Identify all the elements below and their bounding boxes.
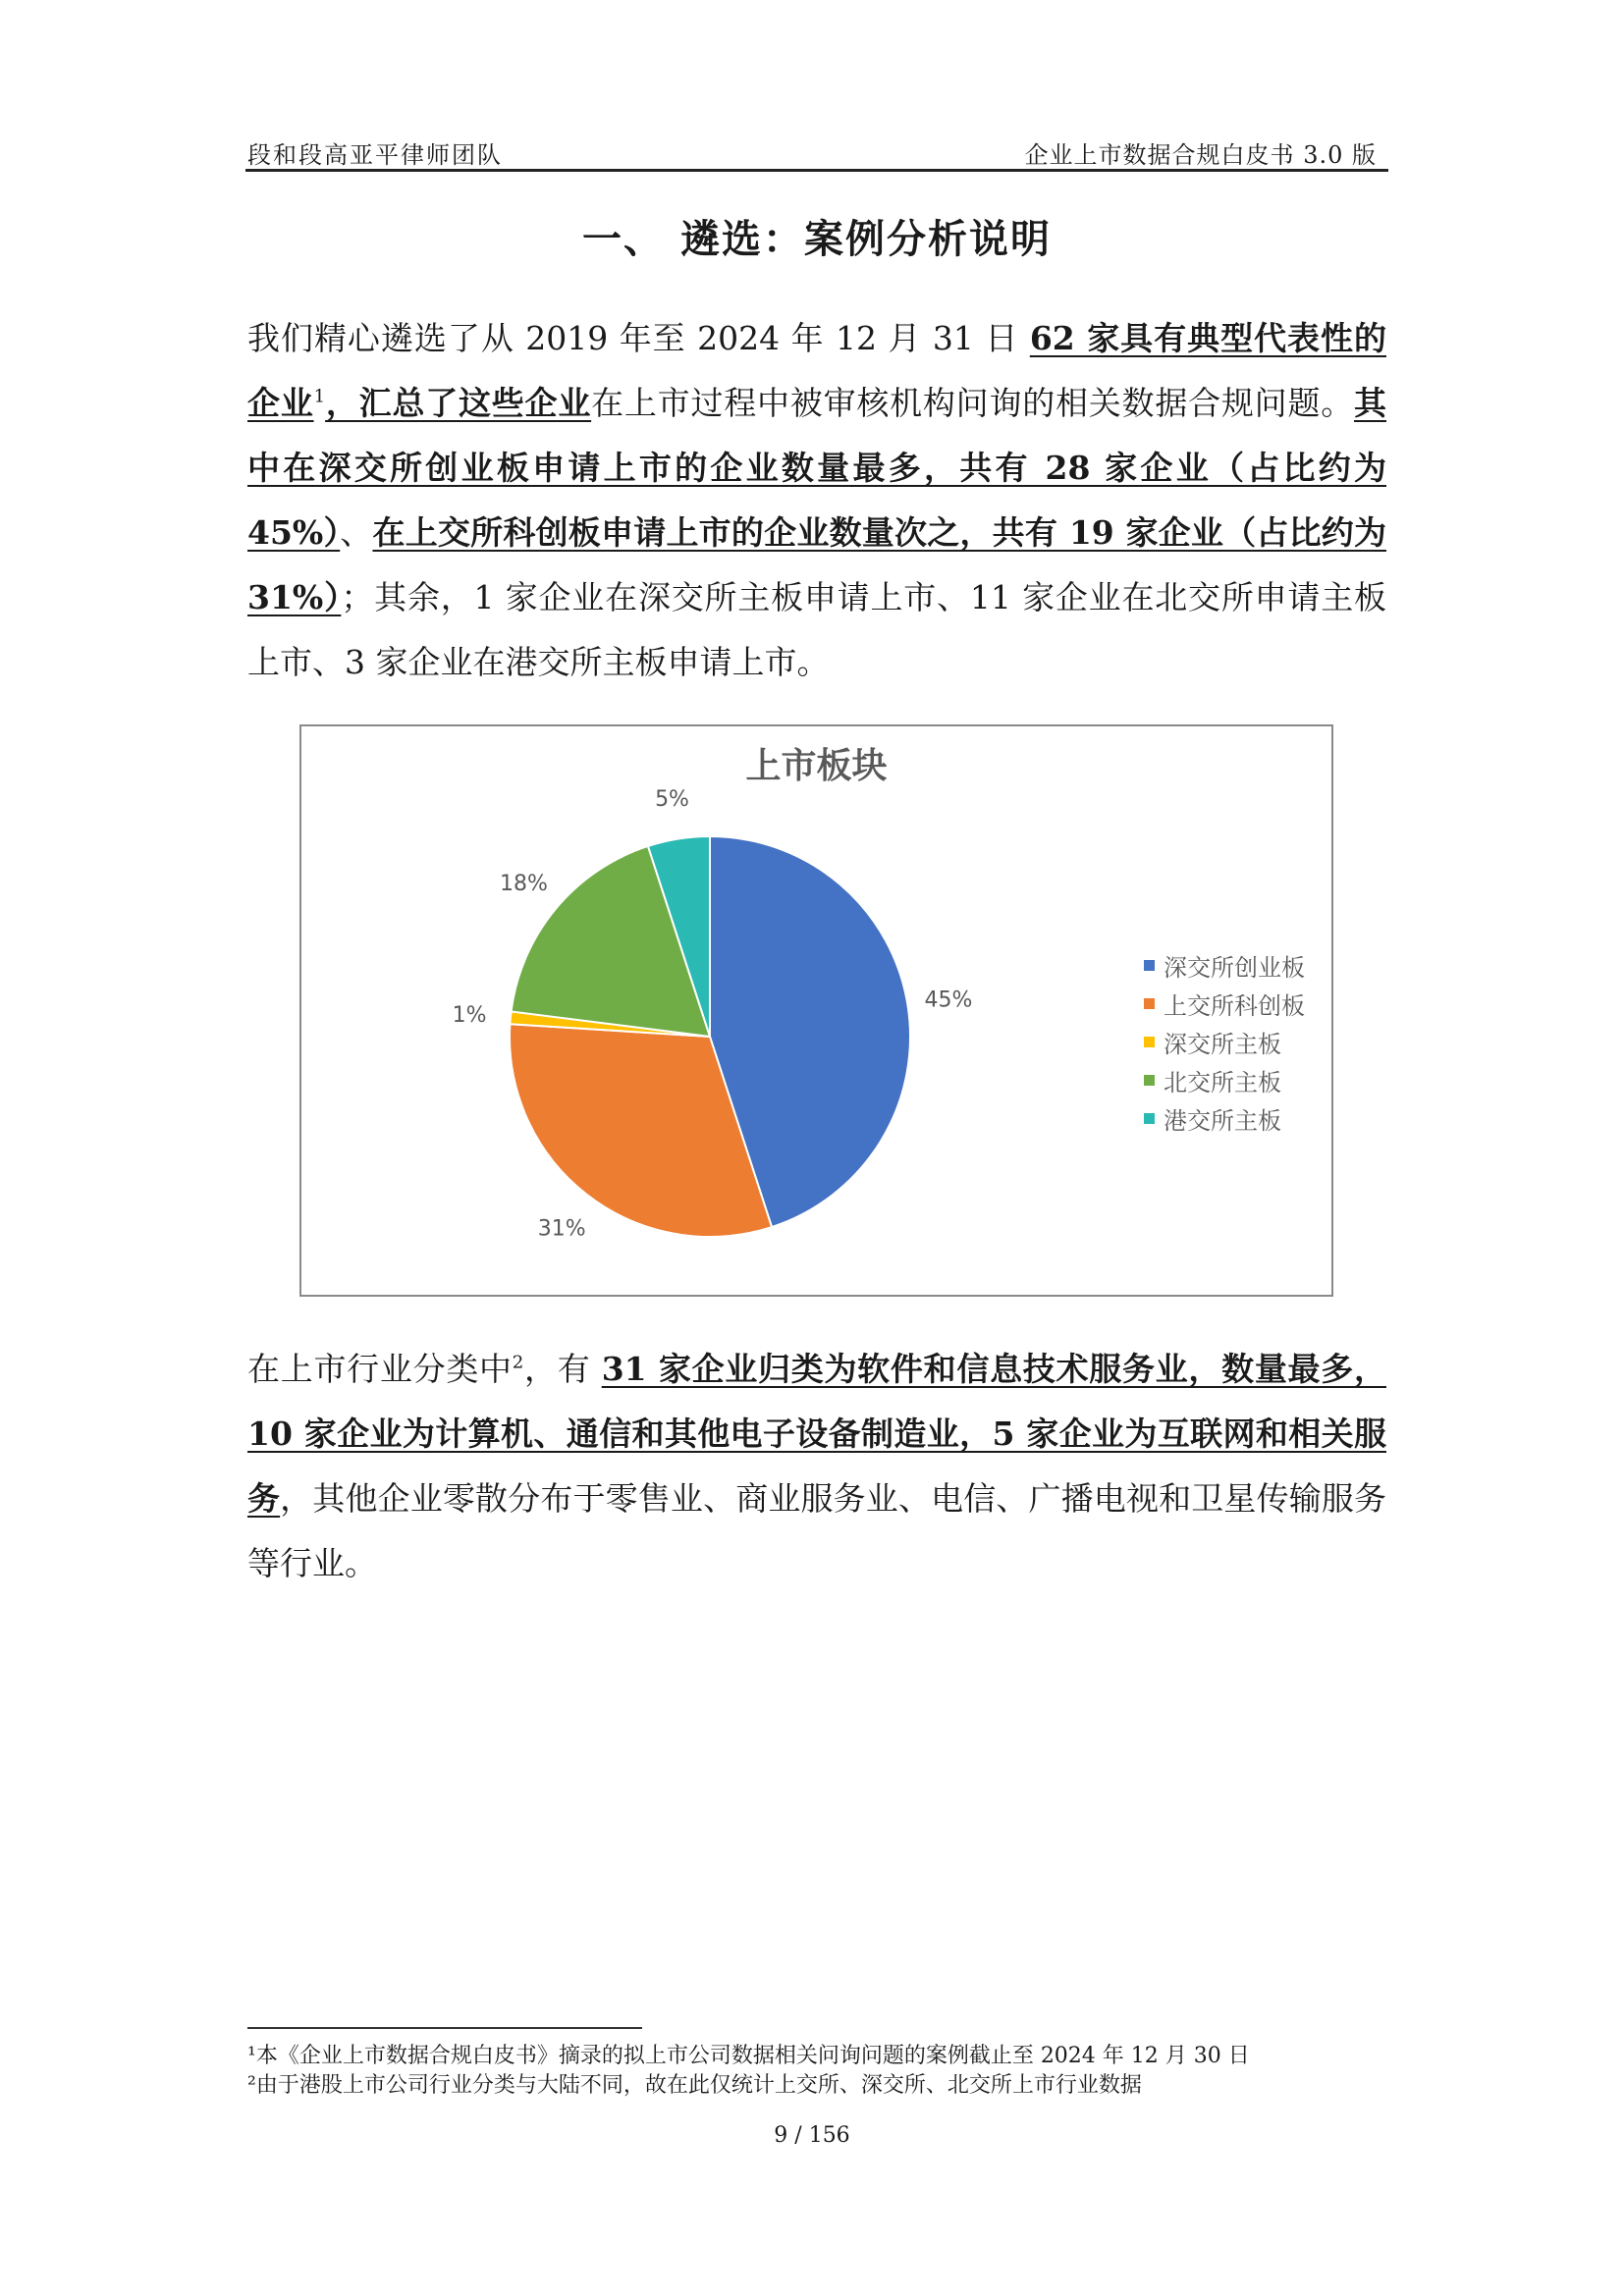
- pie-data-label-2: 1%: [452, 1002, 487, 1028]
- legend-swatch: [1144, 1113, 1155, 1124]
- legend-label: 深交所创业板: [1164, 954, 1305, 982]
- p2-text-3: ，其他企业零散分布于零售业、商业服务业、电信、广播电视和卫星传输服务等行业。: [247, 1479, 1387, 1582]
- p1-text-4: ；其余，1 家企业在深交所主板申请上市、11 家企业在北交所申请主板上市、3 家企业在港交所主板申请上市。: [247, 578, 1386, 681]
- chart-title: 上市板块: [745, 746, 888, 786]
- p2-text-2: ，有: [523, 1350, 602, 1388]
- p1-underline-1: 62 家具有典型代表性的企业: [247, 319, 1386, 422]
- footnote-ref-1[interactable]: 1: [313, 386, 326, 407]
- pie-data-label-3: 18%: [500, 872, 548, 897]
- pie-data-label-4: 5%: [655, 787, 689, 813]
- legend-label: 深交所主板: [1164, 1031, 1281, 1058]
- pie-data-label-1: 31%: [537, 1216, 586, 1242]
- p1-text-1: 我们精心遴选了从 2019 年至 2024 年 12 月 31 日: [247, 319, 1030, 357]
- legend-swatch: [1144, 1037, 1155, 1047]
- industry-paragraph: [247, 1337, 1386, 1596]
- legend-label: 上交所科创板: [1164, 992, 1305, 1020]
- header-doc-title: 企业上市数据合规白皮书 3.0 版: [1024, 141, 1377, 169]
- footnote-ref-2[interactable]: 2: [512, 1352, 524, 1373]
- legend-item-4: [1144, 1099, 1305, 1138]
- legend-label: 港交所主板: [1164, 1107, 1281, 1135]
- legend-item-1: [1144, 985, 1305, 1023]
- listing-board-chart: [299, 724, 1333, 1297]
- legend-item-3: [1144, 1061, 1305, 1099]
- footnote-separator: [247, 2027, 642, 2029]
- header-rule: [245, 169, 1388, 172]
- footnote-2: ²由于港股上市公司行业分类与大陆不同，故在此仅统计上交所、深交所、北交所上市行业数据: [247, 2073, 1142, 2098]
- p1-text-3: 、: [340, 513, 373, 552]
- intro-paragraph: [247, 306, 1386, 695]
- legend-item-2: [1144, 1023, 1305, 1061]
- p1-text-2: 在上市过程中被审核机构问询的相关数据合规问题。: [591, 384, 1355, 422]
- footnote-1: ¹本《企业上市数据合规白皮书》摘录的拟上市公司数据相关问询问题的案例截止至 2024 年 12 月 30 日: [247, 2044, 1250, 2068]
- p1-underline-2: ，汇总了这些企业: [325, 384, 592, 422]
- legend-swatch: [1144, 960, 1155, 971]
- p1-underline-4: 在上交所科创板申请上市的企业数量次之，共有 19 家企业（占比约为 31%）: [247, 513, 1387, 616]
- pie-data-label-0: 45%: [924, 988, 973, 1013]
- chart-legend: [1144, 946, 1305, 1138]
- legend-swatch: [1144, 998, 1155, 1009]
- legend-item-0: [1144, 946, 1305, 985]
- legend-label: 北交所主板: [1164, 1069, 1281, 1096]
- p2-underline-1: 31 家企业归类为软件和信息技术服务业，数量最多，10 家企业为计算机、通信和其他电子设备制造业，5 家企业为互联网和相关服务: [247, 1350, 1387, 1518]
- p2-text-1: 在上市行业分类中: [247, 1350, 513, 1388]
- header-team-name: 段和段高亚平律师团队: [247, 141, 503, 169]
- p1-underline-3: 其中在深交所创业板申请上市的企业数量最多，共有 28 家企业（占比约为 45%）: [247, 384, 1387, 552]
- page-number: 9 / 156: [774, 2123, 850, 2148]
- legend-swatch: [1144, 1075, 1155, 1086]
- section-title: 一、 遴选：案例分析说明: [582, 217, 1052, 262]
